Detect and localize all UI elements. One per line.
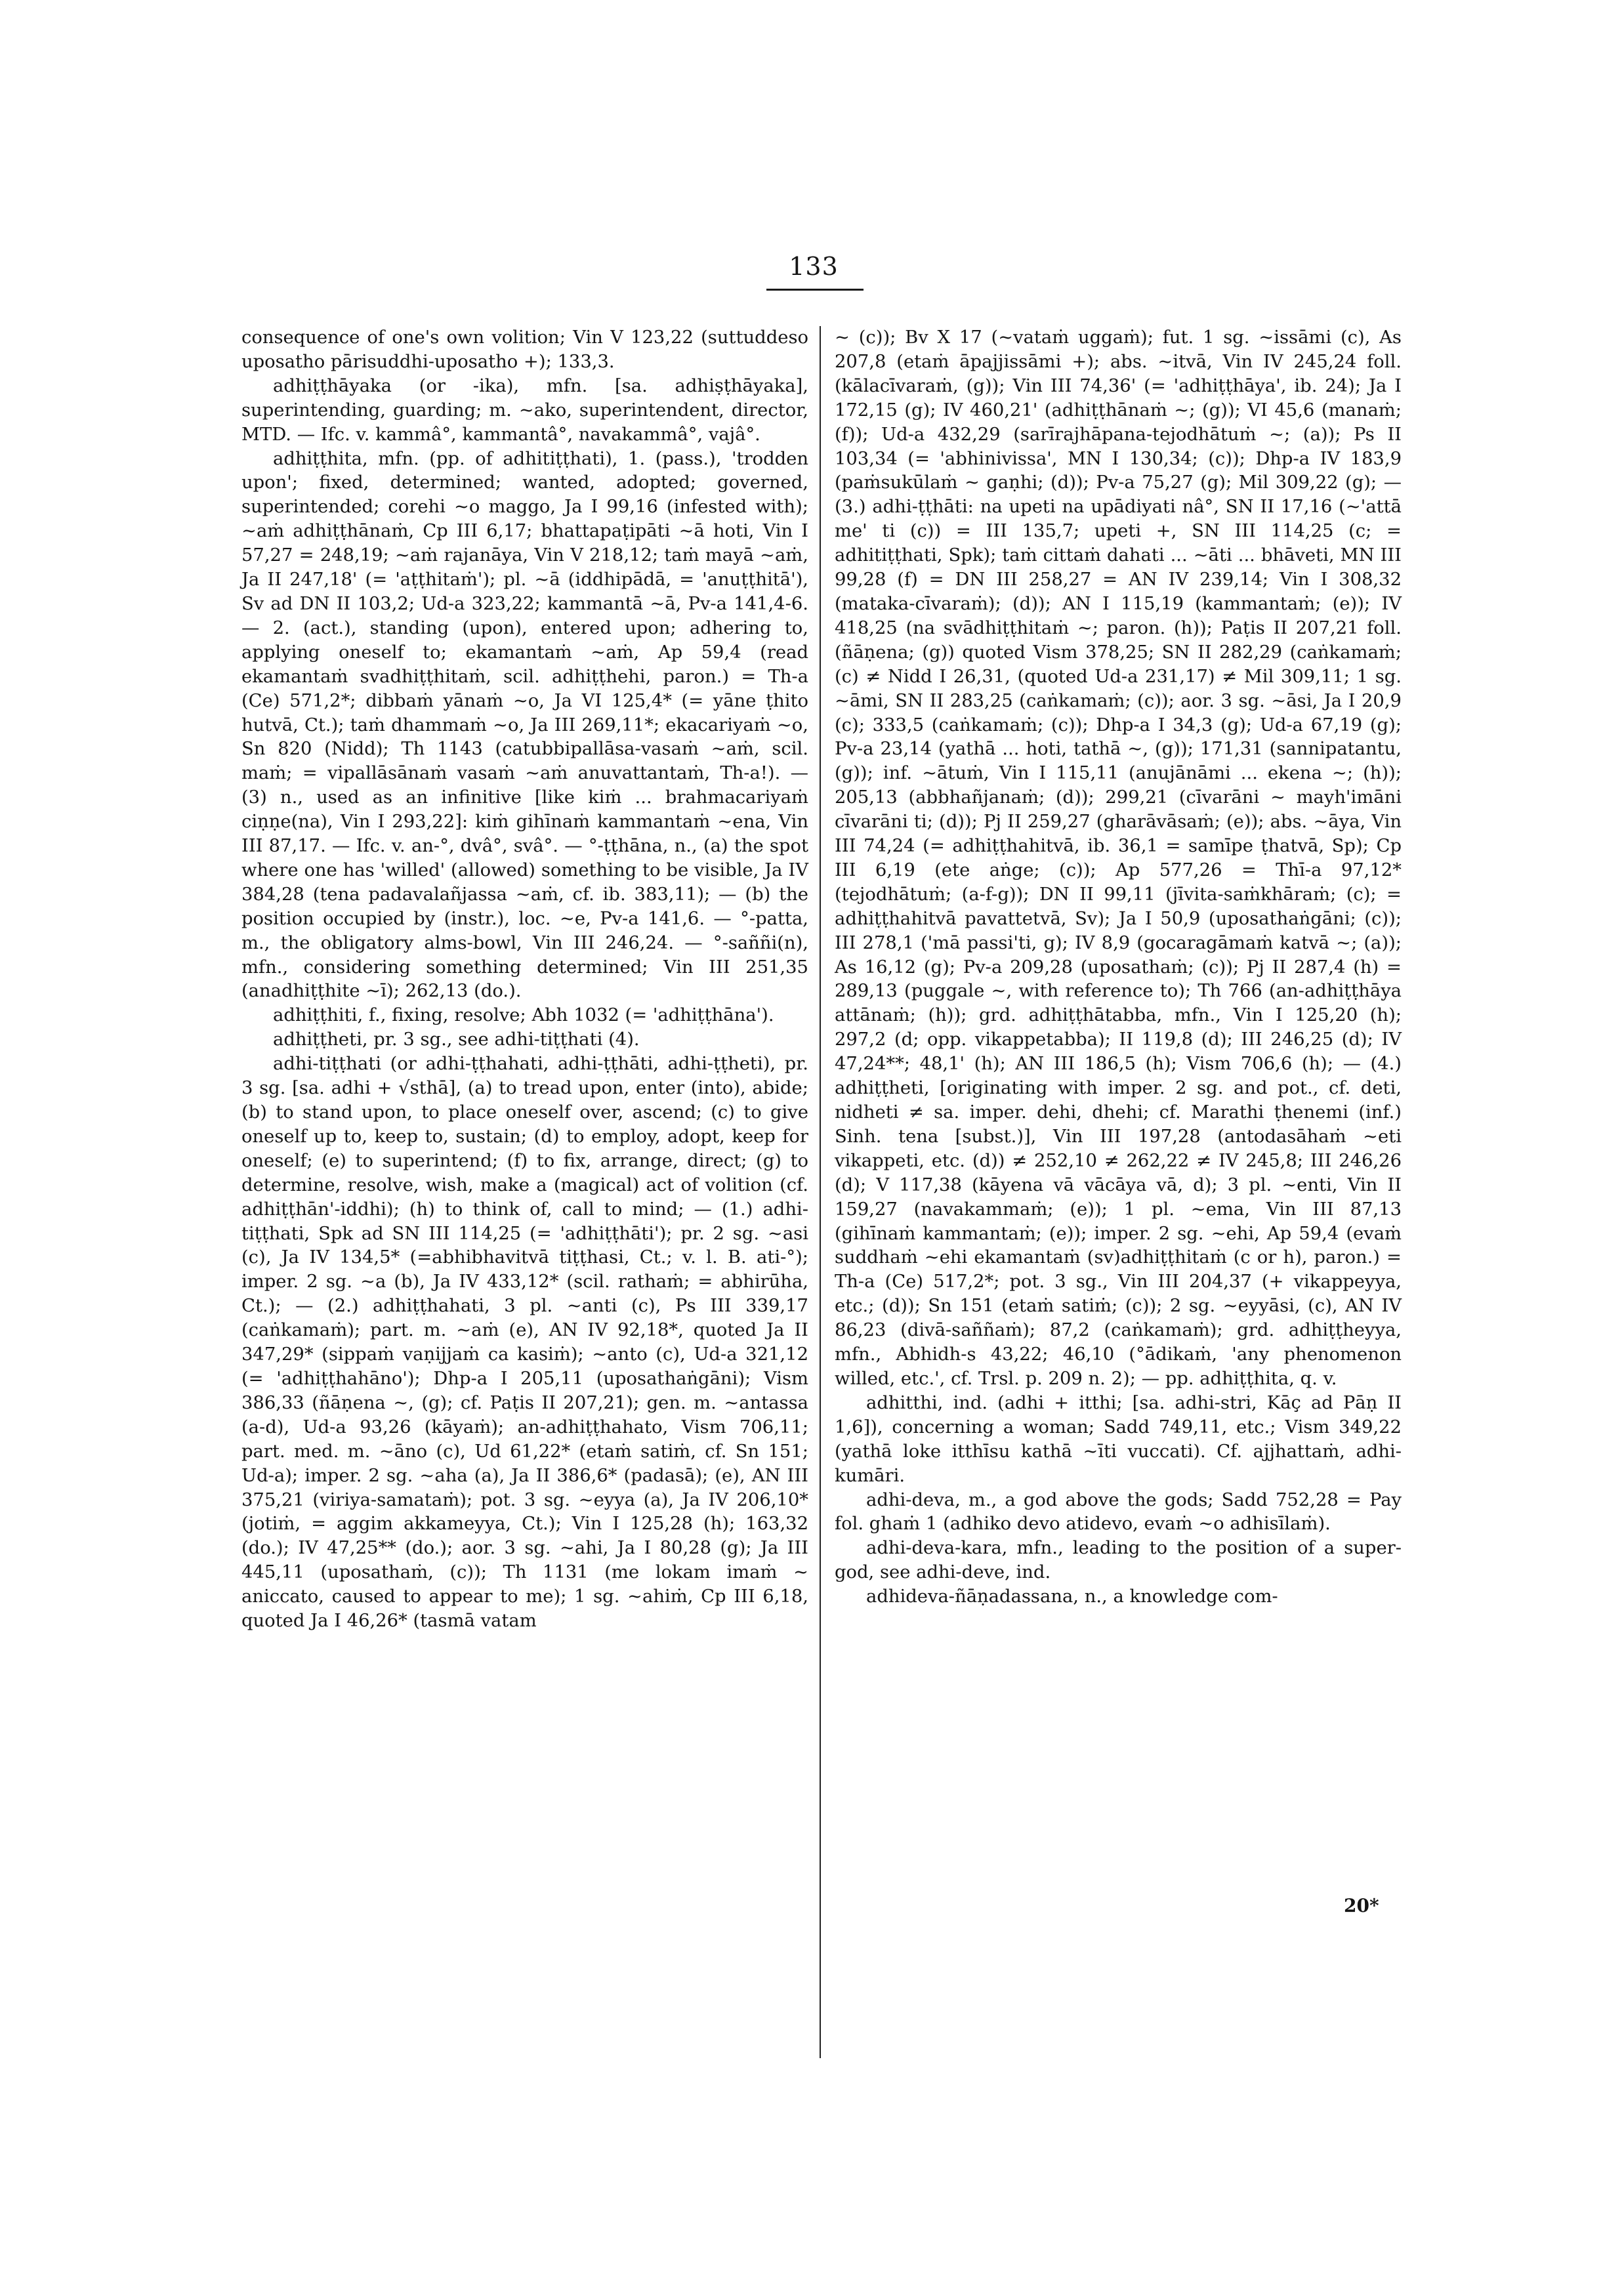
entry-paragraph: adhitthi, ind. (adhi + itthi; [sa. adhi-stri, Kāç ad Pāṇ II 1,6]), concerning a woman; Sadd 749,11, etc.; Vism 349,22 (yathā loke itthīsu kathā ~īti vuccati). Cf. ajjhattaṁ, adhi-kumāri. — [835, 1392, 1402, 1486]
entry-paragraph: adhi-tiṭṭhati (or adhi-ṭṭhahati, adhi-ṭṭhāti, adhi-ṭṭheti), pr. 3 sg. [sa. adhi + √sthā], (a) to tread upon, enter (into), abide; (b) to stand upon, to place oneself over, ascend; (c) to give oneself up to, keep to, sustain; (d) to employ, adopt, keep for oneself; (e) to superintend; (f) to fix, arrange, direct; (g) to determine, resolve, wish, make a (magical) act of volition (cf. adhiṭṭhān'-iddhi); (h) to think of, call to mind; — (1.) adhi-tiṭṭhati, Spk ad SN III 114,25 (= 'adhiṭṭhāti'); pr. 2 sg. ~asi (c), Ja IV 134,5* (=abhibhavitvā tiṭṭhasi, Ct.; v. l. B. ati-°); imper. 2 sg. ~a (b), Ja IV 433,12* (scil. rathaṁ; = abhirūha, Ct.); — (2.) adhiṭṭhahati, 3 pl. ~anti (c), Ps III 339,17 (caṅkamaṁ); part. m. ~aṁ (e), AN IV 92,18*, quoted Ja II 347,29* (sippaṁ vaṇijjaṁ ca kasiṁ); ~anto (c), Ud-a 321,12 (= 'adhiṭṭhahāno'); Dhp-a I 205,11 (uposathaṅgāni); Vism 386,33 (ñāṇena ~, (g); cf. Paṭis II 207,21); gen. m. ~antassa (a-d), Ud-a 93,26 (kāyaṁ); an-adhiṭṭhahato, Vism 706,11; part. med. m. ~āno (c), Ud 61,22* (etaṁ satiṁ, cf. Sn 151; Ud-a); imper. 2 sg. ~aha (a), Ja II 386,6* (padasā); (e), AN III 375,21 (viriya-samataṁ); pot. 3 sg. ~eyya (a), Ja IV 206,10* (jotiṁ, = aggim akkameyya, Ct.); Vin I 125,28 (h); 163,32 (do.); IV 47,25** (do.); aor. 3 sg. ~ahi, Ja I 80,28 (g); Ja III 445,11 (uposathaṁ, (c)); Th 1131 (me lokam imaṁ ~ aniccato, caused to appear to me); 1 sg. ~ahiṁ, Cp III 6,18, quoted Ja I 46,26* (tasmā vatam — [241, 1054, 808, 1632]
page-number: 133 — [789, 252, 839, 281]
entry-paragraph: adhiṭṭhita, mfn. (pp. of adhitiṭṭhati), 1. (pass.), 'trodden upon'; fixed, determined; wanted, adopted; governed, superintended; corehi ~o maggo, Ja I 99,16 (infested with); ~aṁ adhiṭṭhānaṁ, Cp III 6,17; bhattapaṭipāti ~ā hoti, Vin I 57,27 = 248,19; ~aṁ rajanāya, Vin V 218,12; taṁ mayā ~aṁ, Ja II 247,18' (= 'aṭṭhitaṁ'); pl. ~ā (iddhipādā, = 'anuṭṭhitā'), Sv ad DN II 103,2; Ud-a 323,22; kammantā ~ā, Pv-a 141,4-6. — 2. (act.), standing (upon), entered upon; adhering to, applying oneself to; ekamantaṁ ~aṁ, Ap 59,4 (read ekamantaṁ svadhiṭṭhitaṁ, scil. adhiṭṭhehi, paron.) = Th-a (Ce) 571,2*; dibbaṁ yānaṁ ~o, Ja VI 125,4* (= yāne ṭhito hutvā, Ct.); taṁ dhammaṁ ~o, Ja III 269,11*; ekacariyaṁ ~o, Sn 820 (Nidd); Th 1143 (catubbipallāsa-vasaṁ ~aṁ, scil. maṁ; = vipallāsānaṁ vasaṁ ~aṁ anuvattantaṁ, Th-a!). — (3) n., used as an infinitive [like kiṁ ... brahmacariyaṁ ciṇṇe(na), Vin I 293,22]: kiṁ gihīnaṁ kammantaṁ ~ena, Vin III 87,17. — Ifc. v. an-°, dvâ°, svâ°. — °-ṭṭhāna, n., (a) the spot where one has 'willed' (allowed) something to be visible, Ja IV 384,28 (tena padavalañjassa ~aṁ, cf. ib. 383,11); — (b) the position occupied by (instr.), loc. ~e, Pv-a 141,6. — °-patta, m., the obligatory alms-bowl, Vin III 246,24. — °-saññi(n), mfn., considering something determined; Vin III 251,35 (anadhiṭṭhite ~ī); 262,13 (do.). — [241, 448, 808, 1002]
left-column — [241, 326, 808, 1634]
entry-paragraph: ~ (c)); Bv X 17 (~vataṁ uggaṁ); fut. 1 sg. ~issāmi (c), As 207,8 (etaṁ āpajjissāmi +); abs. ~itvā, Vin IV 245,24 foll. (kālacīvaraṁ, (g)); Vin III 74,36' (= 'adhiṭṭhāya', ib. 24); Ja I 172,15 (g); IV 460,21' (adhiṭṭhānaṁ ~; (g)); VI 45,6 (manaṁ; (f)); Ud-a 432,29 (sarīrajhāpana-tejodhātuṁ ~; (a)); Ps II 103,34 (= 'abhinivissa', MN I 130,34; (c)); Dhp-a IV 183,9 (paṁsukūlaṁ ~ gaṇhi; (d)); Pv-a 75,27 (g); Mil 309,22 (g); — (3.) adhi-ṭṭhāti: na upeti na upādiyati nâ°, SN II 17,16 (~'attā me' ti (c)) = III 135,7; upeti +, SN III 114,25 (c; = adhitiṭṭhati, Spk); taṁ cittaṁ dahati ... ~āti ... bhāveti, MN III 99,28 (f) = DN III 258,27 = AN IV 239,14; Vin I 308,32 (mataka-cīvaraṁ); (d)); AN I 115,19 (kammantaṁ; (e)); IV 418,25 (na svādhiṭṭhitaṁ ~; paron. (h)); Paṭis II 207,21 foll. (ñāṇena; (g)) quoted Vism 378,25; SN II 282,29 (caṅkamaṁ; (c) ≠ Nidd I 26,31, (quoted Ud-a 231,17) ≠ Mil 309,11; 1 sg. ~āmi, SN II 283,25 (caṅkamaṁ; (c)); aor. 3 sg. ~āsi, Ja I 20,9 (c); 333,5 (caṅkamaṁ; (c)); Dhp-a I 34,3 (g); Ud-a 67,19 (g); Pv-a 23,14 (yathā ... hoti, tathā ~, (g)); 171,31 (sannipatantu, (g)); inf. ~ātuṁ, Vin I 115,11 (anujānāmi ... ekena ~; (h)); 205,13 (abbhañjanaṁ; (d)); 299,21 (cīvarāni ~ mayh'imāni cīvarāni ti; (d)); Pj II 259,27 (gharāvāsaṁ; (e)); abs. ~āya, Vin III 74,24 (= adhiṭṭhahitvā, ib. 36,1 = samīpe ṭhatvā, Sp); Cp III 6,19 (ete aṅge; (c)); Ap 577,26 = Thī-a 97,12* (tejodhātuṁ; (a-f-g)); DN II 99,11 (jīvita-saṁkhāraṁ; (c); = adhiṭṭhahitvā pavattetvā, Sv); Ja I 50,9 (uposathaṅgāni; (c)); III 278,1 ('mā passi'ti, g); IV 8,9 (gocaragāmaṁ katvā ~; (a)); As 16,12 (g); Pv-a 209,28 (uposathaṁ; (c)); Pj II 287,4 (h) = 289,13 (puggale ~, with reference to); Th 766 (an-adhiṭṭhāya attānaṁ; (h)); grd. adhiṭṭhātabba, mfn., Vin I 125,20 (h); 297,2 (d; opp. vikappetabba); II 119,8 (d); III 246,25 (d); IV 47,24**; 48,1' (h); AN III 186,5 (h); Vism 706,6 (h); — (4.) adhiṭṭheti, [originating with imper. 2 sg. and pot., cf. deti, nidheti ≠ sa. imper. dehi, dhehi; cf. Marathi ṭhenemi (inf.) Sinh. tena [subst.)], Vin III 197,28 (antodasāhaṁ ~eti vikappeti, etc. (d)) ≠ 252,10 ≠ 262,22 ≠ IV 245,8; III 246,26 (d); V 117,38 (kāyena vā vācāya vā, d); 3 pl. ~enti, Vin II 159,27 (navakammaṁ; (e)); 1 pl. ~ema, Vin III 87,13 (gihīnaṁ kammantaṁ; (e)); imper. 2 sg. ~ehi, Ap 59,4 (evaṁ suddhaṁ ~ehi ekamantaṁ (sv)adhiṭṭhitaṁ (c or h), paron.) = Th-a (Ce) 517,2*; pot. 3 sg., Vin III 204,37 (+ vikappeyya, etc.; (d)); Sn 151 (etaṁ satiṁ; (c)); 2 sg. ~eyyāsi, (c), AN IV 86,23 (divā-saññaṁ); 87,2 (caṅkamaṁ); grd. adhiṭṭheyya, mfn., Abhidh-s 43,22; 46,10 (°ādikaṁ, 'any phenomenon willed, etc.', cf. Trsl. p. 209 n. 2); — pp. adhiṭṭhita, q. v. — [835, 327, 1402, 1389]
entry-paragraph: adhi-deva, m., a god above the gods; Sadd 752,28 = Pay fol. ghaṁ 1 (adhiko devo atidevo, evaṁ ~o adhisīlaṁ). — [835, 1489, 1402, 1535]
column-divider — [820, 326, 821, 2058]
entry-paragraph: adhiṭṭhāyaka (or -ika), mfn. [sa. adhiṣṭhāyaka], superintending, guarding; m. ~ako, superintendent, director, MTD. — Ifc. v. kammâ°, kammantâ°, navakammâ°, vajâ°. — [241, 375, 808, 445]
entry-paragraph: adhiṭṭheti, pr. 3 sg., see adhi-tiṭṭhati (4). — [273, 1029, 640, 1050]
entry-paragraph: adhiṭṭhiti, f., fixing, resolve; Abh 1032 (= 'adhiṭṭhāna'). — [273, 1005, 774, 1026]
entry-paragraph: adhideva-ñāṇadassana, n., a knowledge com- — [866, 1586, 1278, 1607]
page-number-rule — [766, 289, 864, 291]
entry-paragraph: consequence of one's own volition; Vin V 123,22 (suttuddeso uposatho pārisuddhi-uposatho +); 133,3. — [241, 327, 808, 372]
right-column — [835, 326, 1402, 1609]
entry-paragraph: adhi-deva-kara, mfn., leading to the position of a super-god, see adhi-deve, ind. — [835, 1538, 1402, 1583]
signature-mark: 20* — [1344, 1895, 1379, 1916]
